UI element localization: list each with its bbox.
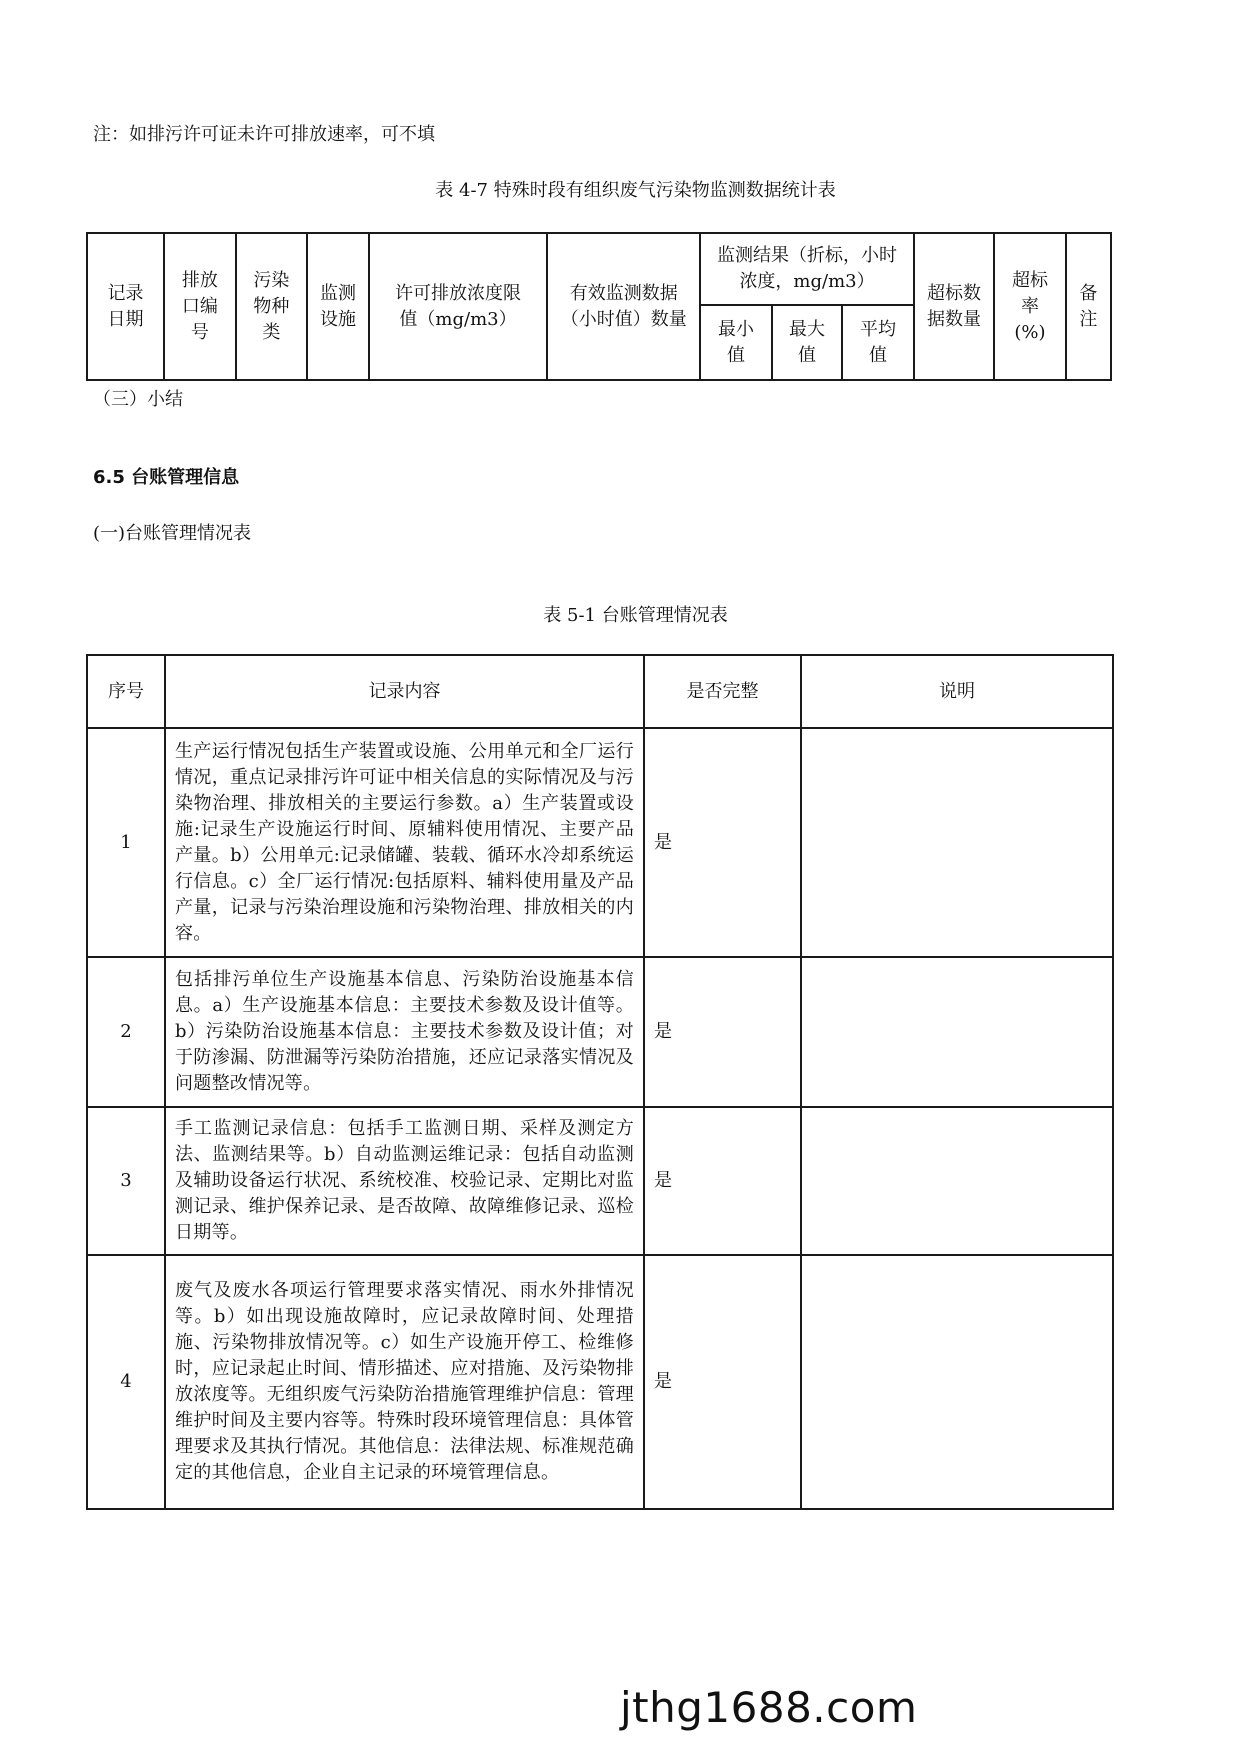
row-complete: 是 — [644, 1107, 801, 1255]
header-avg-value: 平均值 — [842, 305, 914, 380]
table-row — [87, 957, 1113, 1107]
row-index: 4 — [87, 1255, 165, 1509]
table-row — [87, 728, 1113, 957]
header-complete: 是否完整 — [644, 655, 801, 728]
row-explanation — [801, 1255, 1113, 1509]
header-index: 序号 — [87, 655, 165, 728]
row-complete: 是 — [644, 728, 801, 957]
table-row — [87, 1107, 1113, 1255]
row-content: 手工监测记录信息：包括手工监测日期、采样及测定方法、监测结果等。b）自动监测运维记录：包括自动监测及辅助设备运行状况、系统校准、校验记录、定期比对监测记录、维护保养记录、是否故障、故障维修记录、巡检日期等。 — [165, 1107, 644, 1255]
row-content: 生产运行情况包括生产装置或设施、公用单元和全厂运行情况，重点记录排污许可证中相关信息的实际情况及与污染物治理、排放相关的主要运行参数。a）生产装置或设施:记录生产设施运行时间、原辅料使用情况、主要产品产量。b）公用单元:记录储罐、装载、循环水冷却系统运行信息。c）全厂运行情况:包括原料、辅料使用量及产品产量，记录与污染治理设施和污染物治理、排放相关的内容。 — [165, 728, 644, 957]
row-complete: 是 — [644, 1255, 801, 1509]
table-4-7 — [86, 232, 1112, 381]
header-monitoring-facility: 监测设施 — [307, 233, 369, 380]
header-record-date: 记录日期 — [87, 233, 164, 380]
header-remarks: 备注 — [1066, 233, 1111, 380]
table-note: 注：如排污许可证未许可排放速率，可不填 — [93, 124, 435, 145]
section-heading: 6.5 台账管理信息 — [93, 467, 240, 488]
summary-heading: （三）小结 — [93, 389, 183, 410]
header-exceed-count: 超标数据数量 — [914, 233, 994, 380]
row-explanation — [801, 957, 1113, 1107]
header-exceed-rate: 超标率(%) — [994, 233, 1066, 380]
subsection-heading: (一)台账管理情况表 — [93, 523, 252, 544]
row-complete: 是 — [644, 957, 801, 1107]
header-outlet-id: 排放口编号 — [164, 233, 236, 380]
row-explanation — [801, 728, 1113, 957]
header-max-value: 最大值 — [772, 305, 842, 380]
row-explanation — [801, 1107, 1113, 1255]
header-content: 记录内容 — [165, 655, 644, 728]
row-index: 1 — [87, 728, 165, 957]
header-permitted-limit: 许可排放浓度限值（mg/m3） — [369, 233, 547, 380]
header-pollutant-type: 污染物种类 — [236, 233, 308, 380]
header-min-value: 最小值 — [700, 305, 772, 380]
row-index: 3 — [87, 1107, 165, 1255]
table-5-1 — [86, 654, 1114, 1510]
table-row — [87, 1255, 1113, 1509]
row-content: 包括排污单位生产设施基本信息、污染防治设施基本信息。a）生产设施基本信息：主要技术参数及设计值等。b）污染防治设施基本信息：主要技术参数及设计值；对于防渗漏、防泄漏等污染防治措施，还应记录落实情况及问题整改情况等。 — [165, 957, 644, 1107]
table-5-1-caption: 表 5-1 台账管理情况表 — [543, 605, 728, 626]
row-index: 2 — [87, 957, 165, 1107]
watermark-text: jthg1688.com — [620, 1683, 918, 1732]
header-valid-data-count: 有效监测数据（小时值）数量 — [547, 233, 700, 380]
header-monitoring-result: 监测结果（折标，小时浓度，mg/m3） — [700, 233, 914, 305]
header-explanation: 说明 — [801, 655, 1113, 728]
row-content: 废气及废水各项运行管理要求落实情况、雨水外排情况等。b）如出现设施故障时，应记录故障时间、处理措施、污染物排放情况等。c）如生产设施开停工、检维修时，应记录起止时间、情形描述、应对措施、及污染物排放浓度等。无组织废气污染防治措施管理维护信息：管理维护时间及主要内容等。特殊时段环境管理信息：具体管理要求及其执行情况。其他信息：法律法规、标准规范确定的其他信息，企业自主记录的环境管理信息。 — [165, 1255, 644, 1509]
table-4-7-caption: 表 4-7 特殊时段有组织废气污染物监测数据统计表 — [435, 180, 836, 201]
